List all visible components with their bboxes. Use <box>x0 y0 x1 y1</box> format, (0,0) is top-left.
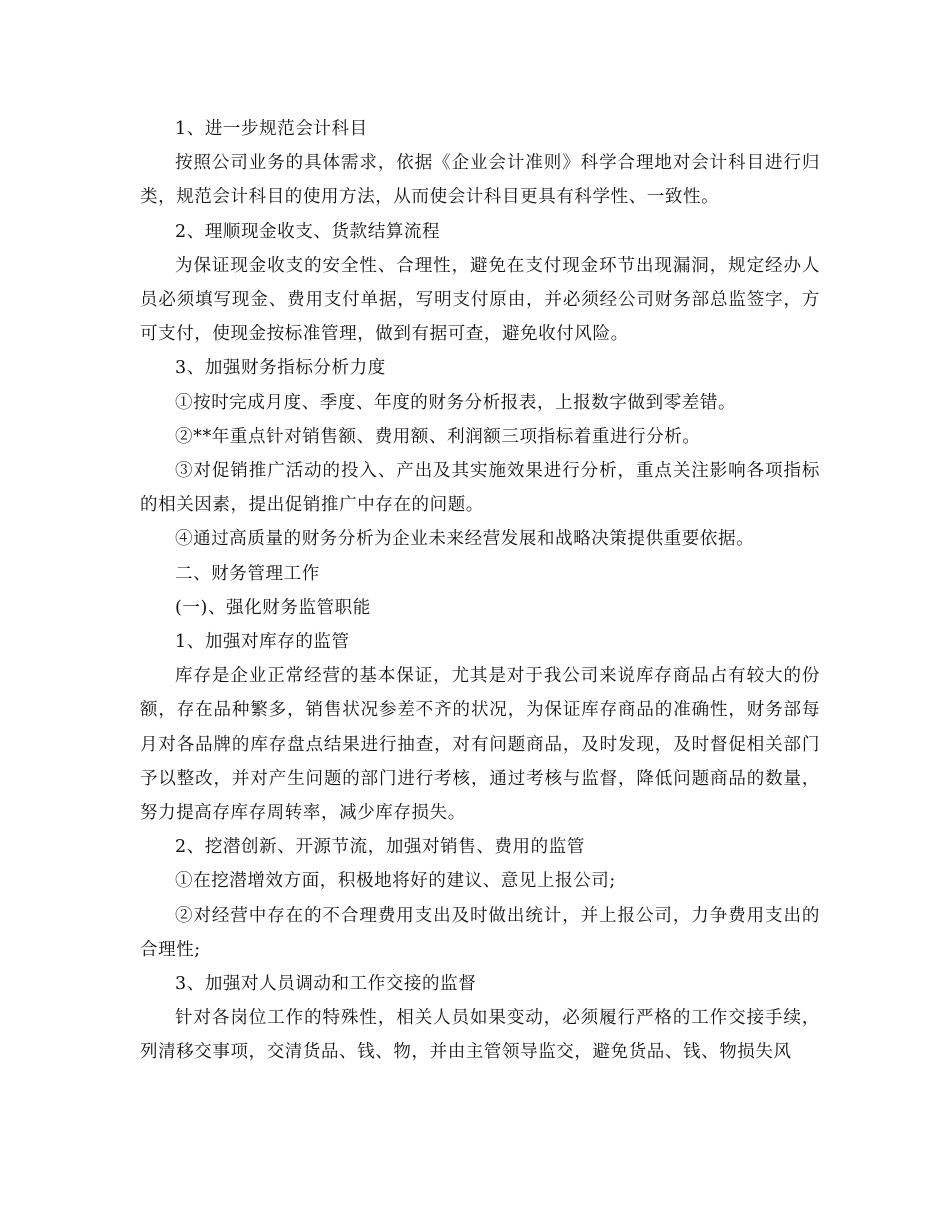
list-item-analysis-3: ③对促销推广活动的投入、产出及其实施效果进行分析，重点关注影响各项指标的相关因素，提出促销推广中存在的问题。 <box>140 461 820 516</box>
heading-standardize-accounts: 1、进一步规范会计科目 <box>175 119 368 139</box>
list-item-supervision-2: ②对经营中存在的不合理费用支出及时做出统计，并上报公司，力争费用支出的合理性; <box>140 905 820 960</box>
list-item-supervision-1: ①在挖潜增效方面，积极地将好的建议、意见上报公司; <box>175 871 616 892</box>
list-item-analysis-2: ②**年重点针对销售额、费用额、利润额三项指标着重进行分析。 <box>175 426 701 447</box>
paragraph-personnel-handover: 针对各岗位工作的特殊性，相关人员如果变动，必须履行严格的工作交接手续，列清移交事项，交清货品、钱、物，并由主管领导监交，避免货品、钱、物损失风 <box>140 1008 820 1063</box>
document-body <box>140 112 820 1070</box>
heading-sales-expense-supervision: 2、挖潜创新、开源节流，加强对销售、费用的监管 <box>175 837 585 858</box>
paragraph-standardize-accounts: 按照公司业务的具体需求，依据《企业会计准则》科学合理地对会计科目进行归类，规范会计科目的使用方法，从而使会计科目更具有科学性、一致性。 <box>140 153 820 208</box>
paragraph-cash-flow: 为保证现金收支的安全性、合理性，避免在支付现金环节出现漏洞，规定经办人员必须填写现金、费用支付单据，写明支付原由，并必须经公司财务部总监签字，方可支付，使现金按标准管理，做到有据可查，避免收付风险。 <box>140 255 820 345</box>
list-item-analysis-1: ①按时完成月度、季度、年度的财务分析报表，上报数字做到零差错。 <box>175 392 737 413</box>
heading-financial-analysis: 3、加强财务指标分析力度 <box>175 358 386 379</box>
paragraph-inventory-supervision: 库存是企业正常经营的基本保证，尤其是对于我公司来说库存商品占有较大的份额，存在品种繁多，销售状况参差不齐的状况，为保证库存商品的准确性，财务部每月对各品牌的库存盘点结果进行抽查，对有问题商品，及时发现，及时督促相关部门予以整改，并对产生问题的部门进行考核，通过考核与监督，降低问题商品的数量，努力提高存库存周转率，减少库存损失。 <box>140 666 820 824</box>
subsection-heading-supervision: (一)、强化财务监管职能 <box>175 597 371 618</box>
list-item-analysis-4: ④通过高质量的财务分析为企业未来经营发展和战略决策提供重要依据。 <box>175 529 755 550</box>
heading-cash-flow: 2、理顺现金收支、货款结算流程 <box>175 221 441 242</box>
section-heading-financial-management: 二、财务管理工作 <box>175 563 320 584</box>
heading-inventory-supervision: 1、加强对库存的监管 <box>175 632 350 653</box>
heading-personnel-handover: 3、加强对人员调动和工作交接的监督 <box>175 974 477 995</box>
